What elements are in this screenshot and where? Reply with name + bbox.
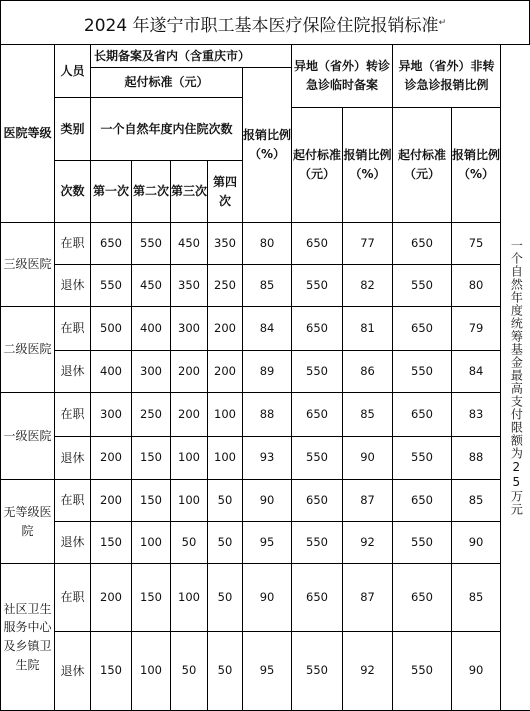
value-cell-er: 90 bbox=[343, 437, 393, 480]
value-cell-nr: 90 bbox=[452, 522, 501, 564]
reimbursement-table bbox=[0, 44, 530, 711]
person-type-cell: 在职 bbox=[55, 393, 91, 437]
value-cell-er: 92 bbox=[343, 632, 393, 711]
value-cell-t2: 150 bbox=[132, 480, 171, 522]
value-cell-t1: 300 bbox=[91, 393, 132, 437]
header-level: 医院等级 bbox=[1, 45, 55, 223]
value-cell-r: 80 bbox=[243, 223, 292, 265]
value-cell-r: 95 bbox=[243, 522, 292, 564]
value-cell-nt: 650 bbox=[393, 223, 452, 265]
table-row bbox=[1, 480, 530, 522]
value-cell-et: 650 bbox=[292, 564, 343, 632]
value-cell-er: 87 bbox=[343, 564, 393, 632]
value-cell-t1: 150 bbox=[91, 632, 132, 711]
header-category: 类别 bbox=[55, 98, 91, 161]
header-year-times: 一个自然年度内住院次数 bbox=[91, 98, 243, 161]
value-cell-t3: 100 bbox=[171, 437, 208, 480]
person-type-cell: 退休 bbox=[55, 437, 91, 480]
value-cell-t4: 50 bbox=[208, 564, 243, 632]
person-type-cell: 在职 bbox=[55, 480, 91, 522]
header-remote-emergency: 异地（省外）转诊急诊临时备案 bbox=[292, 45, 393, 108]
value-cell-nt: 650 bbox=[393, 393, 452, 437]
header-nth-1: 第一次 bbox=[91, 161, 132, 223]
value-cell-t4: 200 bbox=[208, 307, 243, 351]
value-cell-et: 550 bbox=[292, 632, 343, 711]
value-cell-t4: 50 bbox=[208, 480, 243, 522]
value-cell-et: 650 bbox=[292, 393, 343, 437]
value-cell-t4: 350 bbox=[208, 223, 243, 265]
header-remote-ratio-2: 报销比例（%） bbox=[452, 108, 501, 223]
value-cell-nt: 550 bbox=[393, 522, 452, 564]
value-cell-nt: 650 bbox=[393, 564, 452, 632]
hospital-level-cell: 一级医院 bbox=[1, 393, 55, 480]
value-cell-et: 550 bbox=[292, 265, 343, 307]
value-cell-t1: 200 bbox=[91, 437, 132, 480]
annual-max-cell: 一个自然年度统筹基金最高支付限额为25万元 bbox=[501, 45, 530, 711]
value-cell-t2: 450 bbox=[132, 265, 171, 307]
value-cell-t3: 200 bbox=[171, 393, 208, 437]
header-nth-2: 第二次 bbox=[132, 161, 171, 223]
value-cell-nr: 75 bbox=[452, 223, 501, 265]
table-row bbox=[1, 393, 530, 437]
person-type-cell: 在职 bbox=[55, 307, 91, 351]
header-remote-threshold-1: 起付标准（元） bbox=[292, 108, 343, 223]
value-cell-t4: 100 bbox=[208, 437, 243, 480]
value-cell-et: 550 bbox=[292, 437, 343, 480]
value-cell-er: 86 bbox=[343, 351, 393, 393]
value-cell-nt: 550 bbox=[393, 437, 452, 480]
value-cell-nt: 550 bbox=[393, 632, 452, 711]
value-cell-nt: 650 bbox=[393, 307, 452, 351]
header-times: 次数 bbox=[55, 161, 91, 223]
table-row bbox=[1, 522, 530, 564]
value-cell-t3: 200 bbox=[171, 351, 208, 393]
header-remote-ratio-1: 报销比例（%） bbox=[343, 108, 393, 223]
hospital-level-cell: 三级医院 bbox=[1, 223, 55, 307]
person-type-cell: 退休 bbox=[55, 632, 91, 711]
value-cell-r: 90 bbox=[243, 480, 292, 522]
value-cell-er: 81 bbox=[343, 307, 393, 351]
value-cell-t3: 100 bbox=[171, 564, 208, 632]
page-title: 2024 年遂宁市职工基本医疗保险住院报销标准 ↵ bbox=[0, 0, 530, 45]
value-cell-t1: 650 bbox=[91, 223, 132, 265]
value-cell-er: 82 bbox=[343, 265, 393, 307]
hospital-level-cell: 无等级医院 bbox=[1, 480, 55, 564]
value-cell-nt: 650 bbox=[393, 480, 452, 522]
value-cell-et: 550 bbox=[292, 522, 343, 564]
value-cell-r: 89 bbox=[243, 351, 292, 393]
value-cell-t4: 200 bbox=[208, 351, 243, 393]
value-cell-t1: 500 bbox=[91, 307, 132, 351]
header-threshold: 起付标准（元） bbox=[91, 68, 243, 98]
value-cell-t4: 50 bbox=[208, 632, 243, 711]
value-cell-t3: 50 bbox=[171, 632, 208, 711]
value-cell-t1: 200 bbox=[91, 564, 132, 632]
hospital-level-cell: 社区卫生服务中心及乡镇卫生院 bbox=[1, 564, 55, 711]
value-cell-t1: 400 bbox=[91, 351, 132, 393]
table-row bbox=[1, 564, 530, 632]
value-cell-nr: 83 bbox=[452, 393, 501, 437]
value-cell-t3: 50 bbox=[171, 522, 208, 564]
table-row bbox=[1, 265, 530, 307]
table-row bbox=[1, 437, 530, 480]
value-cell-t3: 350 bbox=[171, 265, 208, 307]
value-cell-r: 90 bbox=[243, 564, 292, 632]
value-cell-t2: 150 bbox=[132, 564, 171, 632]
value-cell-et: 650 bbox=[292, 307, 343, 351]
person-type-cell: 退休 bbox=[55, 265, 91, 307]
value-cell-r: 93 bbox=[243, 437, 292, 480]
value-cell-nt: 550 bbox=[393, 351, 452, 393]
value-cell-t3: 450 bbox=[171, 223, 208, 265]
table-row bbox=[1, 632, 530, 711]
person-type-cell: 在职 bbox=[55, 223, 91, 265]
value-cell-t3: 100 bbox=[171, 480, 208, 522]
value-cell-t3: 300 bbox=[171, 307, 208, 351]
value-cell-nt: 550 bbox=[393, 265, 452, 307]
value-cell-t1: 200 bbox=[91, 480, 132, 522]
value-cell-r: 95 bbox=[243, 632, 292, 711]
value-cell-t2: 250 bbox=[132, 393, 171, 437]
value-cell-nr: 85 bbox=[452, 480, 501, 522]
value-cell-t2: 100 bbox=[132, 522, 171, 564]
value-cell-r: 85 bbox=[243, 265, 292, 307]
value-cell-t2: 150 bbox=[132, 437, 171, 480]
header-nth-3: 第三次 bbox=[171, 161, 208, 223]
value-cell-t4: 50 bbox=[208, 522, 243, 564]
value-cell-er: 85 bbox=[343, 393, 393, 437]
value-cell-nr: 90 bbox=[452, 632, 501, 711]
value-cell-et: 650 bbox=[292, 480, 343, 522]
value-cell-nr: 88 bbox=[452, 437, 501, 480]
table-row bbox=[1, 351, 530, 393]
header-remote-threshold-2: 起付标准（元） bbox=[393, 108, 452, 223]
value-cell-r: 88 bbox=[243, 393, 292, 437]
table-row bbox=[1, 223, 530, 265]
value-cell-nr: 84 bbox=[452, 351, 501, 393]
table-row bbox=[1, 307, 530, 351]
header-remote-non: 异地（省外）非转诊急诊报销比例 bbox=[393, 45, 501, 108]
header-ratio: 报销比例（%） bbox=[243, 68, 292, 223]
value-cell-t4: 100 bbox=[208, 393, 243, 437]
header-nth-4: 第四次 bbox=[208, 161, 243, 223]
value-cell-nr: 80 bbox=[452, 265, 501, 307]
person-type-cell: 退休 bbox=[55, 522, 91, 564]
header-long-term: 长期备案及省内（含重庆市） bbox=[91, 45, 292, 68]
value-cell-t2: 400 bbox=[132, 307, 171, 351]
value-cell-er: 92 bbox=[343, 522, 393, 564]
value-cell-et: 550 bbox=[292, 351, 343, 393]
value-cell-er: 87 bbox=[343, 480, 393, 522]
value-cell-er: 77 bbox=[343, 223, 393, 265]
value-cell-nr: 85 bbox=[452, 564, 501, 632]
value-cell-t2: 550 bbox=[132, 223, 171, 265]
value-cell-et: 650 bbox=[292, 223, 343, 265]
value-cell-nr: 79 bbox=[452, 307, 501, 351]
header-person: 人员 bbox=[55, 45, 91, 98]
value-cell-t1: 550 bbox=[91, 265, 132, 307]
value-cell-t2: 100 bbox=[132, 632, 171, 711]
value-cell-r: 84 bbox=[243, 307, 292, 351]
person-type-cell: 退休 bbox=[55, 351, 91, 393]
value-cell-t4: 250 bbox=[208, 265, 243, 307]
person-type-cell: 在职 bbox=[55, 564, 91, 632]
value-cell-t1: 150 bbox=[91, 522, 132, 564]
value-cell-t2: 300 bbox=[132, 351, 171, 393]
hospital-level-cell: 二级医院 bbox=[1, 307, 55, 393]
